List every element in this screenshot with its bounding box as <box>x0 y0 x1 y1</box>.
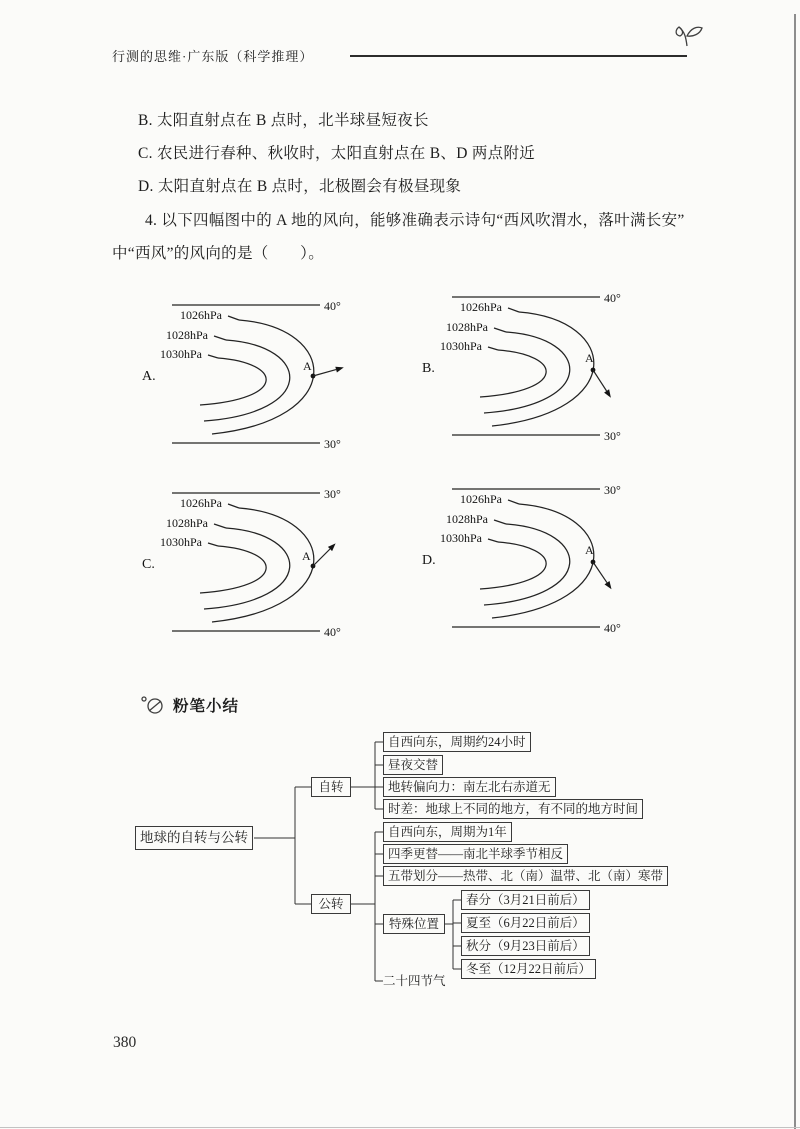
isobar-label: 1030hPa <box>160 347 202 361</box>
latitude-label-bottom: 40° <box>324 625 341 639</box>
header-title: 行测的思维·广东版（科学推理） <box>112 49 314 64</box>
revolution-item: 五带划分——热带、北（南）温带、北（南）寒带 <box>383 866 668 886</box>
latitude-label-top: 30° <box>604 483 621 497</box>
revolution-item: 四季更替——南北半球季节相反 <box>383 844 568 864</box>
revolution-item: 自西向东，周期为1年 <box>383 822 512 842</box>
page-edge-right <box>794 14 796 1129</box>
pressure-diagram-a <box>140 292 375 464</box>
diagram-letter: C. <box>142 557 155 572</box>
isobar-curves <box>480 308 594 426</box>
pressure-diagram-c <box>140 480 375 652</box>
wind-arrow <box>593 370 611 398</box>
diagram-letter: B. <box>422 361 435 376</box>
isobar-curves <box>200 504 314 622</box>
isobar-label: 1026hPa <box>460 300 502 314</box>
pressure-diagram-b <box>420 284 655 456</box>
latitude-label-top: 30° <box>324 487 341 501</box>
isobar-label: 1028hPa <box>166 516 208 530</box>
point-label: A <box>585 543 594 557</box>
latitude-label-bottom: 40° <box>604 621 621 635</box>
summary-heading-label: 粉笔小结 <box>173 698 240 715</box>
option-d: D. 太阳直射点在 B 点时，北极圈会有极昼现象 <box>138 178 462 195</box>
isobar-label: 1028hPa <box>446 512 488 526</box>
option-c: C. 农民进行春种、秋收时，太阳直射点在 B、D 两点附近 <box>138 145 536 162</box>
rotation-node: 自转 <box>311 777 351 797</box>
isobar-label: 1028hPa <box>446 320 488 334</box>
point-label: A <box>302 549 311 563</box>
isobar-label: 1030hPa <box>440 339 482 353</box>
isobar-curves <box>200 316 314 434</box>
summary-heading <box>140 694 239 716</box>
point-label: A <box>303 359 312 373</box>
isobar-label: 1026hPa <box>180 496 222 510</box>
revolution-node: 公转 <box>311 894 351 914</box>
chalk-icon <box>140 695 166 715</box>
pressure-diagram-d <box>420 476 655 648</box>
wind-arrow <box>593 562 612 589</box>
leaf-sprout-icon <box>671 22 705 48</box>
rotation-item: 自西向东，周期约24小时 <box>383 732 531 752</box>
rotation-item: 时差：地球上不同的地方，有不同的地方时间 <box>383 799 643 819</box>
isobar-curves <box>480 500 594 618</box>
wind-arrow <box>313 367 344 376</box>
season-item: 夏至（6月22日前后） <box>461 913 590 933</box>
rotation-item: 昼夜交替 <box>383 755 443 775</box>
summary-mindmap <box>135 730 755 998</box>
latitude-label-top: 40° <box>604 291 621 305</box>
isobar-label: 1026hPa <box>180 308 222 322</box>
wind-arrow <box>313 543 336 566</box>
question-line-1: 4. 以下四幅图中的 A 地的风向，能够准确表示诗句“西风吹渭水，落叶满长安” <box>145 212 685 229</box>
diagram-letter: D. <box>422 553 436 568</box>
question-line-2: 中“西风”的风向的是（ ）。 <box>112 245 325 262</box>
special-position-node: 特殊位置 <box>383 914 445 934</box>
solar-terms-item: 二十四节气 <box>383 974 446 988</box>
latitude-label-bottom: 30° <box>604 429 621 443</box>
page-edge-bottom <box>0 1127 800 1128</box>
isobar-label: 1026hPa <box>460 492 502 506</box>
point-label: A <box>585 351 594 365</box>
season-item: 春分（3月21日前后） <box>461 890 590 910</box>
rotation-item: 地转偏向力：南左北右赤道无 <box>383 777 556 797</box>
header-rule <box>350 55 687 57</box>
latitude-label-top: 40° <box>324 299 341 313</box>
tree-connector-lines <box>135 730 755 998</box>
season-item: 秋分（9月23日前后） <box>461 936 590 956</box>
isobar-label: 1028hPa <box>166 328 208 342</box>
isobar-label: 1030hPa <box>440 531 482 545</box>
latitude-label-bottom: 30° <box>324 437 341 451</box>
page-number: 380 <box>113 1034 137 1051</box>
diagram-letter: A. <box>142 369 156 384</box>
isobar-label: 1030hPa <box>160 535 202 549</box>
season-item: 冬至（12月22日前后） <box>461 959 596 979</box>
tree-root-node: 地球的自转与公转 <box>135 826 253 850</box>
option-b: B. 太阳直射点在 B 点时，北半球昼短夜长 <box>138 112 429 129</box>
